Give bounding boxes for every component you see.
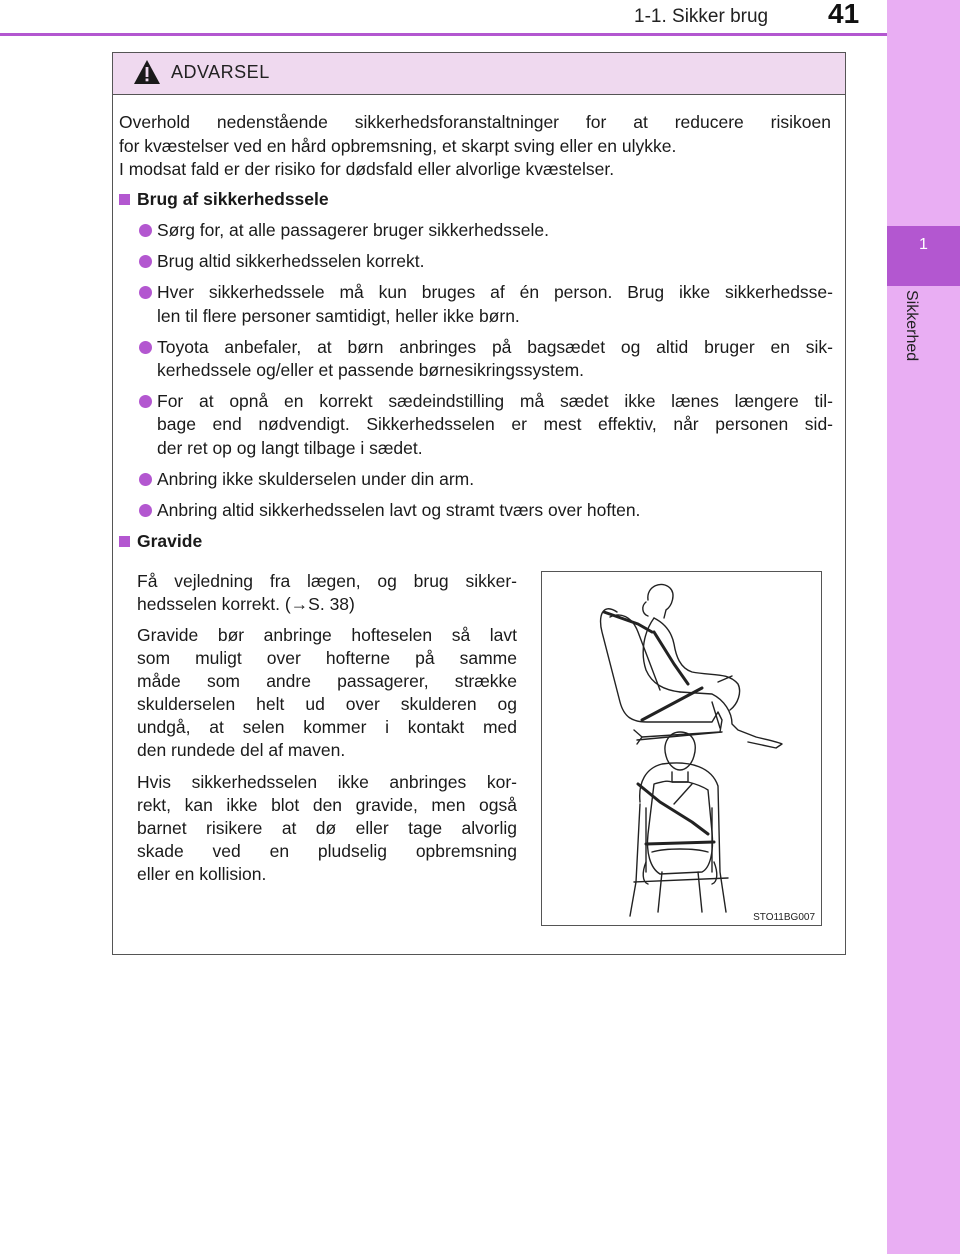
section-heading-seatbelt: Brug af sikkerhedssele: [137, 189, 329, 209]
bullet-5-line-1: For at opnå en korrekt sædeindstilling må sædet ikke lænes længere til-: [157, 391, 833, 411]
bullet-1-line-1: Sørg for, at alle passagerer bruger sikkerhedssele.: [157, 220, 549, 240]
bullet-2-line-1: Brug altid sikkerhedsselen korrekt.: [157, 251, 425, 271]
bullet-6-line-1: Anbring ikke skulderselen under din arm.: [157, 469, 475, 489]
chapter-number-block: [887, 226, 960, 286]
para1-line-1: Få vejledning fra lægen, og brug sikker-: [137, 571, 517, 591]
para2-line-4: skulderselen helt ud over skulderen og: [137, 694, 517, 714]
bullet-3-line-2: len til flere personer samtidigt, heller ikke børn.: [157, 306, 520, 326]
bullet-3-line-1: Hver sikkerhedssele må kun bruges af én person. Brug ikke sikkerhedsse-: [157, 282, 833, 302]
bullet-7-line-1: Anbring altid sikkerhedsselen lavt og stramt tværs over hoften.: [157, 500, 641, 520]
para3-line-2: rekt, kan ikke blot den gravide, men også: [137, 795, 517, 815]
chapter-number: 1: [919, 236, 928, 253]
figure-code: STO11BG007: [753, 912, 815, 923]
intro-line-2: for kvæstelser ved en hård opbremsning, et skarpt sving eller en ulykke.: [119, 136, 677, 156]
para2-line-1: Gravide bør anbringe hofteselen så lavt: [137, 625, 517, 645]
warning-title: ADVARSEL: [171, 62, 270, 82]
intro-line-3: I modsat fald er der risiko for dødsfald eller alvorlige kvæstelser.: [119, 159, 615, 179]
bullet-dot: [139, 255, 152, 268]
illustration-drawing: [542, 572, 821, 925]
para3-line-4: skade ved en pludselig opbremsning: [137, 841, 517, 861]
bullet-dot: [139, 473, 152, 486]
pregnant-seatbelt-illustration: [541, 571, 822, 926]
section-square-marker: [119, 194, 130, 205]
para2-line-3: måde som andre passagerer, strække: [137, 671, 517, 691]
section-heading-pregnant: Gravide: [137, 531, 203, 551]
para3-line-3: barnet risikere at dø eller tage alvorlig: [137, 818, 517, 838]
para2-line-5: undgå, at selen kommer i kontakt med: [137, 717, 517, 737]
bullet-dot: [139, 286, 152, 299]
para2-line-6: den rundede del af maven.: [137, 740, 346, 760]
bullet-5-line-2: bage end nødvendigt. Sikkerhedsselen er mest effektiv, når personen sid-: [157, 414, 833, 434]
chapter-side-tab: [887, 0, 960, 1254]
chapter-name-label: Sikkerhed: [903, 290, 920, 362]
bullet-5-line-3: der ret op og langt tilbage i sædet.: [157, 438, 423, 458]
bullet-dot: [139, 224, 152, 237]
page-number: 41: [828, 0, 860, 29]
para3-line-1: Hvis sikkerhedsselen ikke anbringes kor-: [137, 772, 517, 792]
bullet-4-line-1: Toyota anbefaler, at børn anbringes på bagsædet og altid bruger en sik-: [157, 337, 833, 357]
section-title: 1-1. Sikker brug: [634, 6, 769, 27]
bullet-4-line-2: kerhedssele og/eller et passende børnesikringssystem.: [157, 360, 585, 380]
header-rule: [0, 33, 887, 36]
warning-header: [113, 53, 845, 95]
para3-line-5: eller en kollision.: [137, 864, 267, 884]
bullet-dot: [139, 395, 152, 408]
para2-line-2: som muligt over hofterne på samme: [137, 648, 517, 668]
side-tab-top: [887, 0, 960, 226]
section-square-marker: [119, 536, 130, 547]
warning-triangle-icon: [133, 59, 161, 85]
bullet-dot: [139, 341, 152, 354]
bullet-dot: [139, 504, 152, 517]
chapter-name: [890, 290, 930, 400]
para1-line-2: hedsselen korrekt. (→S. 38): [137, 594, 355, 614]
intro-line-1: Overhold nedenstående sikkerhedsforanstaltninger for at reducere risikoen: [119, 112, 831, 132]
